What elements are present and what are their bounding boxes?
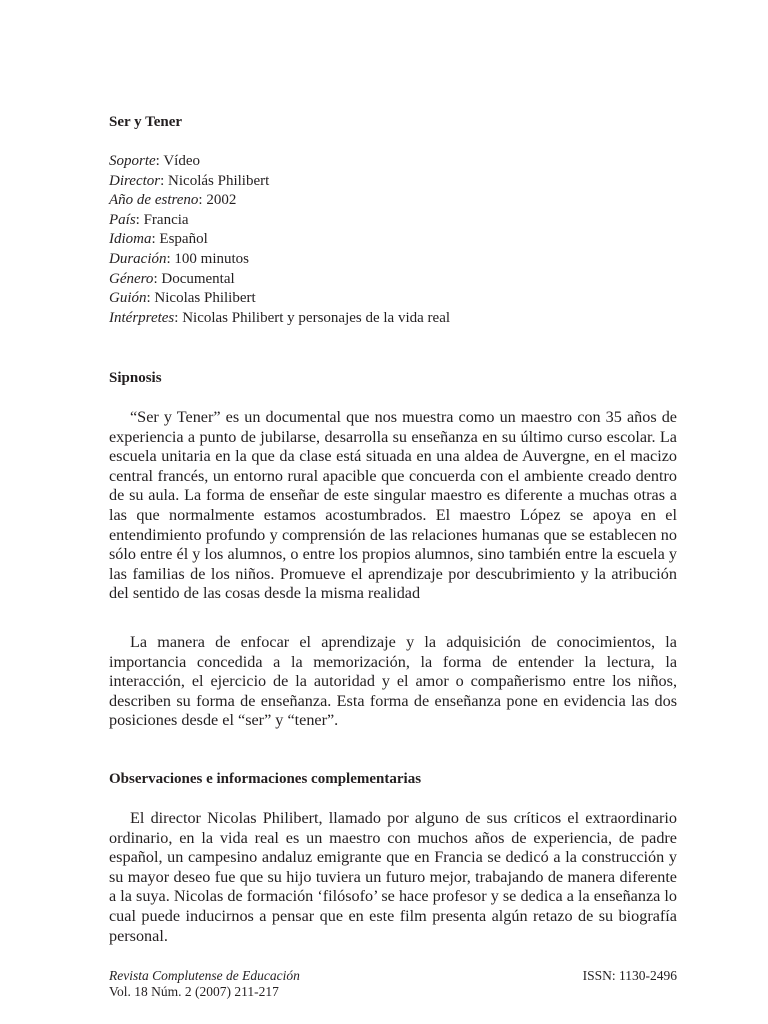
metadata-row: Director: Nicolás Philibert bbox=[109, 172, 270, 189]
journal-name: Revista Complutense de Educación bbox=[109, 968, 300, 983]
metadata-list bbox=[109, 152, 450, 328]
page-footer bbox=[109, 968, 677, 1000]
metadata-label: Intérpretes bbox=[109, 309, 175, 326]
metadata-label: Guión bbox=[109, 290, 147, 307]
metadata-label: Soporte bbox=[109, 153, 156, 169]
metadata-value: Nicolas Philibert y personajes de la vida real bbox=[182, 309, 451, 326]
metadata-value: Documental bbox=[161, 270, 235, 287]
sinopsis-paragraph-1: “Ser y Tener” es un documental que nos muestra como un maestro con 35 años de experiencia a punto de jubilarse, desarrolla su enseñanza en su último curso escolar. La escuela unitaria en la que da clase está situada en una aldea de Auvergne, en el macizo central francés, un entorno rural apacible que concuerda con el ambiente creado dentro de su aula. La forma de enseñar de este singular maestro es diferente a muchas otras a las que normalmente estamos acostumbrados. El maestro López se apoya en el entendimiento profundo y comprensión de las relaciones humanas que se establecen no sólo entre él y los alumnos, o entre los propios alumnos, sino también entre la escuela y las familias de los niños. Promueve el aprendizaje por descubrimiento y la atribución del sentido de las cosas desde la misma realidad bbox=[109, 408, 677, 603]
metadata-value: 100 minutos bbox=[174, 250, 250, 267]
metadata-label: Duración bbox=[109, 250, 167, 267]
journal-volume: Vol. 18 Núm. 2 (2007) 211-217 bbox=[109, 984, 279, 999]
metadata-row: Intérpretes: Nicolas Philibert y personajes de la vida real bbox=[109, 309, 451, 326]
metadata-label: Género bbox=[109, 270, 154, 287]
metadata-row: Duración: 100 minutos bbox=[109, 250, 250, 267]
metadata-label: Idioma bbox=[109, 231, 152, 248]
metadata-row: Guión: Nicolas Philibert bbox=[109, 290, 256, 307]
observations-heading: Observaciones e informaciones complementarias bbox=[109, 771, 422, 787]
observations-paragraph: El director Nicolas Philibert, llamado por alguno de sus críticos el extraordinario ordinario, en la vida real es un maestro con muchos años de experiencia, de padre español, un campesino andaluz emigrante que en Francia se dedicó a la construcción y su mayor deseo fue que su hijo tuviera un futuro mejor, trabajando de manera diferente a la suya. Nicolas de formación ‘filósofo’ se hace profesor y se dedica a la enseñanza lo cual puede inducirnos a pensar que en este film presenta algún retazo de su biografía personal. bbox=[109, 809, 677, 945]
metadata-value: Nicolás Philibert bbox=[168, 172, 270, 189]
document-title: Ser y Tener bbox=[109, 114, 183, 130]
metadata-row: Género: Documental bbox=[109, 270, 235, 287]
sinopsis-paragraph-2: La manera de enfocar el aprendizaje y la adquisición de conocimientos, la importancia concedida a la memorización, la forma de entender la lectura, la interacción, el ejercicio de la autoridad y el amor o compañerismo entre los niños, describen su forma de enseñanza. Esta forma de enseñanza pone en evidencia las dos posiciones desde el “ser” y “tener”. bbox=[109, 633, 677, 730]
metadata-row: Año de estreno: 2002 bbox=[109, 192, 237, 209]
metadata-value: 2002 bbox=[206, 192, 237, 209]
metadata-label: Director bbox=[109, 172, 161, 189]
metadata-value: Español bbox=[159, 231, 208, 248]
metadata-value: Vídeo bbox=[163, 153, 200, 169]
metadata-row: País: Francia bbox=[109, 211, 189, 228]
metadata-row: Soporte: Vídeo bbox=[109, 153, 200, 169]
metadata-label: País bbox=[109, 211, 136, 228]
metadata-label: Año de estreno bbox=[109, 192, 199, 209]
metadata-row: Idioma: Español bbox=[109, 231, 208, 248]
sinopsis-heading: Sipnosis bbox=[109, 370, 162, 386]
issn: ISSN: 1130-2496 bbox=[582, 968, 677, 983]
metadata-value: Nicolas Philibert bbox=[154, 290, 256, 307]
metadata-value: Francia bbox=[143, 211, 189, 228]
